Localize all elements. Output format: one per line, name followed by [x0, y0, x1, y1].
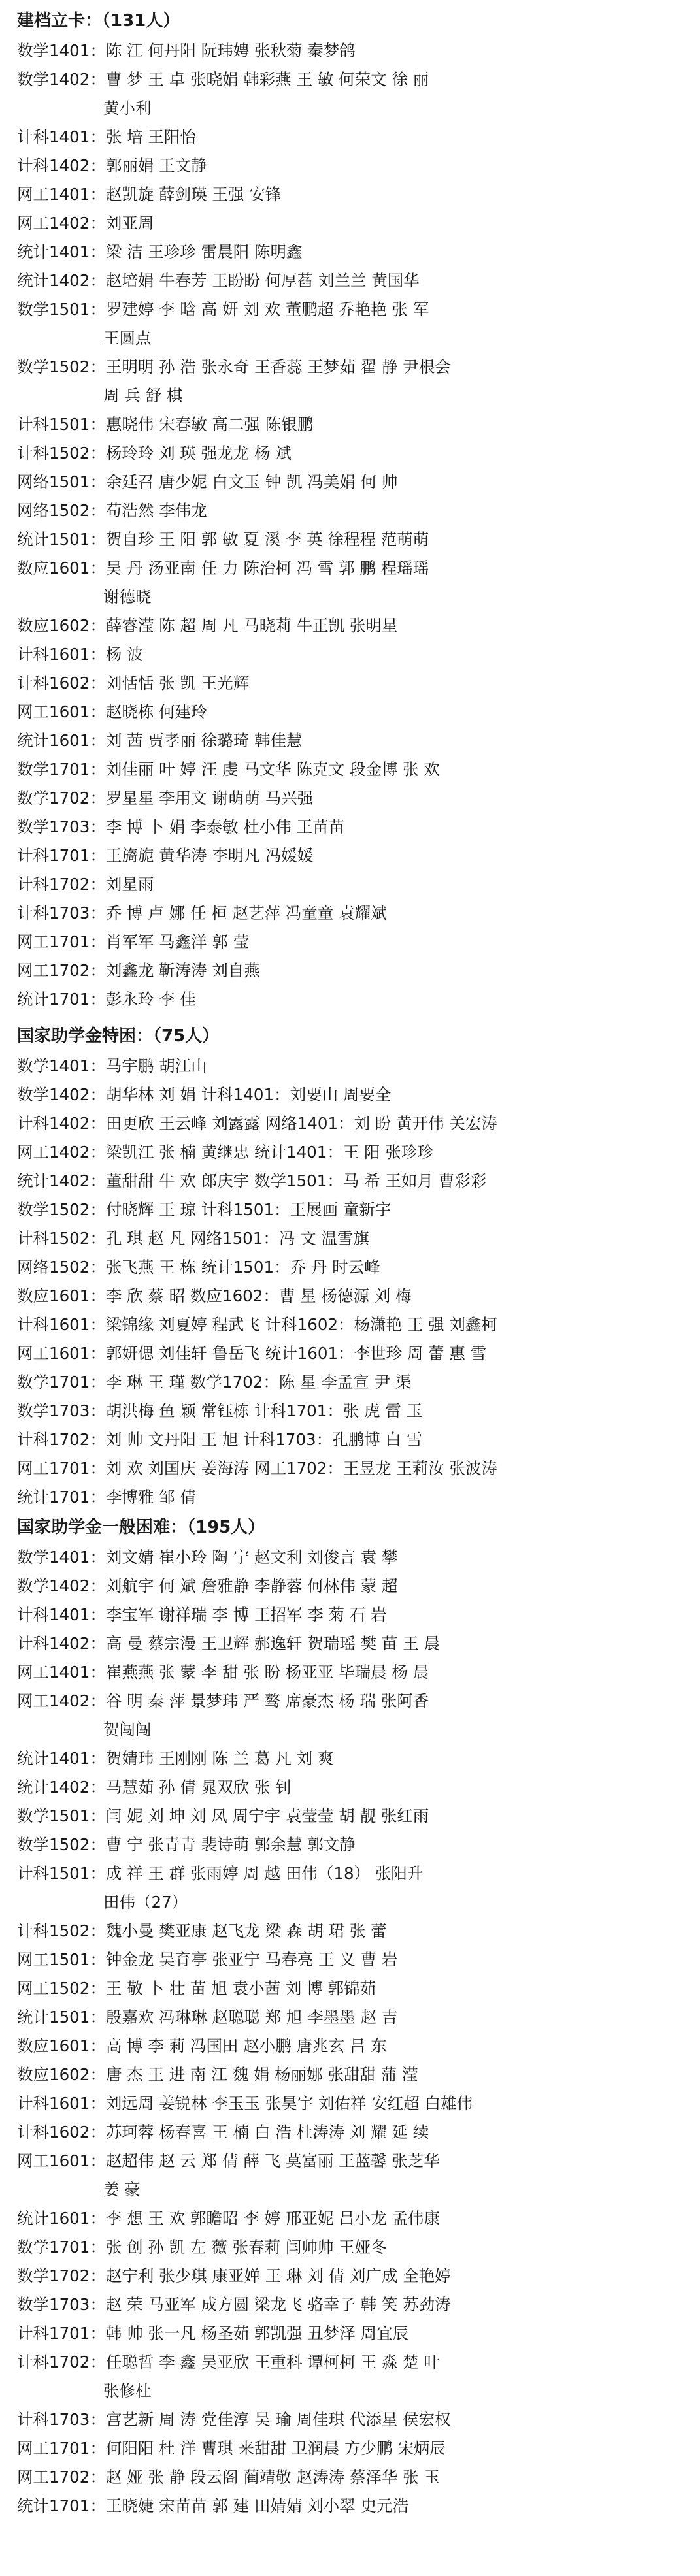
section-body-tekun: [17, 1052, 683, 1512]
name-list-line: 数学1402：曹 梦 王 卓 张晓娟 韩彩燕 王 敏 何荣文 徐 丽: [17, 70, 429, 89]
name-list-line: 黄小利: [103, 99, 152, 118]
section-title-tekun: 国家助学金特困：（75人）: [17, 1026, 220, 1046]
name-list-line: 数学1702：罗星星 李用文 谢萌萌 马兴强: [17, 789, 314, 807]
name-list-line: 统计1402：董甜甜 牛 欢 郎庆宇 数学1501：马 希 王如月 曹彩彩: [17, 1171, 487, 1190]
name-list-line: 计科1501：成 祥 王 群 张雨婷 周 越 田伟（18） 张阳升: [17, 1864, 424, 1883]
name-list-line: 计科1601：刘远周 姜锐林 李玉玉 张昊宇 刘佑祥 安红超 白雄伟: [17, 2094, 473, 2113]
name-list-line: 网工1402：刘亚周: [17, 214, 154, 233]
section-gap: [17, 1014, 683, 1020]
name-list-line: 统计1401：梁 洁 王珍珍 雷晨阳 陈明鑫: [17, 242, 303, 261]
name-list-line: 网工1401：崔燕燕 张 蒙 李 甜 张 盼 杨亚亚 毕瑞晨 杨 晨: [17, 1663, 429, 1682]
name-list-line: 数学1701：张 创 孙 凯 左 薇 张春莉 闫帅帅 王娅冬: [17, 2238, 387, 2257]
name-list-line: 数应1601：李 欣 蔡 昭 数应1602：曹 星 杨德源 刘 梅: [17, 1286, 412, 1305]
name-list-line: 计科1401：李宝军 谢祥瑞 李 博 王招军 李 菊 石 岩: [17, 1605, 387, 1624]
name-list-line: 数学1702：赵宁利 张少琪 康亚婵 王 琳 刘 倩 刘广成 全艳婷: [17, 2266, 451, 2285]
name-list-line: 数应1601：高 博 李 莉 冯国田 赵小鹏 唐兆玄 吕 东: [17, 2036, 387, 2055]
name-list-line: 数学1401：马宇鹏 胡江山: [17, 1056, 207, 1075]
name-list-line: 数学1401：陈 江 何丹阳 阮玮娉 张秋菊 秦梦鸽: [17, 41, 356, 60]
section-title-jiandanglika: 建档立卡：（131人）: [17, 11, 180, 31]
name-list-line: 数学1701：李 琳 王 瑾 数学1702：陈 星 李孟宣 尹 渠: [17, 1373, 412, 1392]
name-list-line: 数学1402：刘航宇 何 斌 詹雅静 李静蓉 何林伟 蒙 超: [17, 1576, 398, 1595]
name-list-line: 贺闯闯: [103, 1720, 152, 1739]
name-list-line: 网工1601：赵超伟 赵 云 郑 倩 薛 飞 莫富丽 王蓝馨 张芝华: [17, 2151, 440, 2170]
name-list-line: 统计1402：赵培娟 牛春芳 王盼盼 何厚萏 刘兰兰 黄国华: [17, 271, 420, 290]
name-list-line: 计科1601：梁锦缘 刘夏婷 程武飞 计科1602：杨潇艳 王 强 刘鑫柯: [17, 1315, 497, 1334]
name-list-line: 计科1703：乔 博 卢 娜 任 桓 赵艺萍 冯童童 袁耀斌: [17, 904, 387, 922]
section-body-yibankunnan: [17, 1543, 683, 2520]
name-list-line: 田伟（27）: [103, 1893, 188, 1912]
name-list-line: 统计1701：彭永玲 李 佳: [17, 990, 196, 1009]
name-list-line: 数应1602：唐 杰 王 进 南 江 魏 娟 杨丽娜 张甜甜 蒲 滢: [17, 2065, 418, 2084]
name-list-line: 网工1502：王 敬 卜 壮 苗 旭 袁小茜 刘 博 郭锦茹: [17, 1979, 376, 1998]
name-list-line: 计科1502：杨玲玲 刘 瑛 强龙龙 杨 斌: [17, 444, 292, 463]
name-list-line: 数学1402：胡华林 刘 娟 计科1401：刘要山 周要全: [17, 1085, 392, 1104]
section-body-jiandanglika: [17, 37, 683, 1014]
name-list-line: 网工1702：刘鑫龙 靳涛涛 刘自燕: [17, 961, 260, 980]
name-list-line: 网络1501：余廷召 唐少妮 白文玉 钟 凯 冯美娟 何 帅: [17, 472, 398, 491]
name-list-line: 网工1402：梁凯江 张 楠 黄继忠 统计1401：王 阳 张珍珍: [17, 1143, 433, 1162]
name-list-line: 数学1502：曹 宁 张青青 裴诗萌 郭余慧 郭文静: [17, 1835, 356, 1854]
name-list-line: 数应1602：薛睿滢 陈 超 周 凡 马晓莉 牛正凯 张明星: [17, 616, 398, 635]
name-list-line: 周 兵 舒 棋: [103, 386, 183, 405]
name-list-line: 计科1601：杨 波: [17, 645, 143, 664]
name-list-line: 计科1501：惠晓伟 宋春敏 高二强 陈银鹏: [17, 415, 314, 434]
name-list-line: 统计1701：李博雅 邹 倩: [17, 1488, 196, 1507]
name-list-line: 计科1502：孔 琪 赵 凡 网络1501：冯 文 温雪旗: [17, 1229, 369, 1248]
name-list-line: 网工1501：钟金龙 吴育亭 张亚宁 马春亮 王 义 曹 岩: [17, 1950, 398, 1969]
name-list-line: 数学1502：王明明 孙 浩 张永奇 王香蕊 王梦茹 翟 静 尹根会: [17, 357, 451, 376]
name-list-line: 谢德晓: [103, 587, 152, 606]
name-list-line: 统计1402：马慧茹 孙 倩 晁双欣 张 钊: [17, 1778, 292, 1797]
name-list-line: 数学1703：赵 荣 马亚军 成方圆 梁龙飞 骆幸子 韩 笑 苏劲涛: [17, 2295, 451, 2314]
name-list-line: 网工1401：赵凯旋 薛剑瑛 王强 安锋: [17, 185, 282, 204]
name-list-line: 计科1401：张 培 王阳怡: [17, 127, 196, 146]
name-list-line: 统计1501：殷嘉欢 冯琳琳 赵聪聪 郑 旭 李墨墨 赵 吉: [17, 2008, 398, 2027]
name-list-line: 网工1701：肖军军 马鑫洋 郭 莹: [17, 932, 250, 951]
name-list-line: 数学1703：李 博 卜 娟 李泰敏 杜小伟 王苗苗: [17, 817, 345, 836]
name-list-line: 网工1701：刘 欢 刘国庆 姜海涛 网工1702：王昱龙 王莉汝 张波涛: [17, 1459, 497, 1478]
name-list-line: 网工1702：赵 娅 张 静 段云阁 蔺靖敬 赵涛涛 蔡泽华 张 玉: [17, 2468, 440, 2486]
name-list-line: 数学1701：刘佳丽 叶 婷 汪 虔 马文华 陈克文 段金博 张 欢: [17, 760, 440, 779]
name-list-line: 计科1502：魏小曼 樊亚康 赵飞龙 梁 森 胡 珺 张 蕾: [17, 1921, 387, 1940]
name-list-line: 网工1601：赵晓栋 何建玲: [17, 702, 207, 721]
name-list-line: 数学1501：闫 妮 刘 坤 刘 凤 周宁宇 袁莹莹 胡 靓 张红雨: [17, 1806, 429, 1825]
name-list-line: 计科1402：高 曼 蔡宗漫 王卫辉 郝逸轩 贺瑞瑶 樊 苗 王 晨: [17, 1634, 440, 1653]
name-list-line: 计科1701：韩 帅 张一凡 杨圣茹 郭凯强 丑梦泽 周宜辰: [17, 2324, 409, 2343]
name-list-line: 网工1601：郭妍偲 刘佳轩 鲁岳飞 统计1601：李世珍 周 蕾 惠 雪: [17, 1344, 487, 1363]
name-list-line: 计科1602：苏珂蓉 杨春喜 王 楠 白 浩 杜涛涛 刘 耀 延 续: [17, 2123, 429, 2142]
section-title-yibankunnan: 国家助学金一般困难：（195人）: [17, 1518, 265, 1537]
name-list-line: 姜 豪: [103, 2180, 141, 2199]
name-list-line: 计科1701：王旖旎 黄华涛 李明凡 冯媛媛: [17, 846, 314, 865]
name-list-line: 统计1401：贺婧玮 王刚刚 陈 兰 葛 凡 刘 爽: [17, 1749, 334, 1768]
name-list-line: 数学1401：刘文婧 崔小玲 陶 宁 赵文利 刘俊言 袁 攀: [17, 1548, 398, 1567]
name-list-line: 网络1502：苟浩然 李伟龙: [17, 501, 207, 520]
name-list-line: 计科1702：任聪哲 李 鑫 吴亚欣 王重科 谭柯柯 王 淼 楚 叶: [17, 2353, 440, 2372]
name-list-line: 统计1601：刘 茜 贾孝丽 徐璐琦 韩佳慧: [17, 731, 303, 750]
name-list-line: 统计1501：贺自珍 王 阳 郭 敏 夏 溪 李 英 徐程程 范萌萌: [17, 530, 429, 549]
name-list-line: 数学1703：胡洪梅 鱼 颖 常钰栋 计科1701：张 虎 雷 玉: [17, 1401, 423, 1420]
name-list-line: 网工1402：谷 明 秦 萍 景梦玮 严 骜 席豪杰 杨 瑞 张阿香: [17, 1691, 429, 1710]
name-list-line: 统计1601：李 想 王 欢 郭瞻昭 李 婷 邢亚妮 吕小龙 孟伟康: [17, 2209, 440, 2228]
name-list-line: 网工1701：何阳阳 杜 洋 曹琪 来甜甜 卫润晨 方少鹏 宋炳辰: [17, 2439, 446, 2458]
name-list-line: 计科1702：刘 帅 文丹阳 王 旭 计科1703：孔鹏博 白 雪: [17, 1430, 423, 1449]
name-list-line: 网络1502：张飞燕 王 栋 统计1501：乔 丹 时云峰: [17, 1258, 380, 1277]
name-list-line: 张修杜: [103, 2381, 152, 2400]
name-list-line: 王圆点: [103, 329, 152, 348]
name-list-line: 计科1402：田更欣 王云峰 刘露露 网络1401：刘 盼 黄开伟 关宏涛: [17, 1114, 497, 1133]
name-list-line: 计科1703：宫艺新 周 涛 党佳淳 吴 瑜 周佳琪 代添星 侯宏权: [17, 2410, 451, 2429]
name-list-line: 数学1501：罗建婷 李 晗 高 妍 刘 欢 董鹏超 乔艳艳 张 军: [17, 300, 429, 319]
name-list-line: 统计1701：王晓婕 宋苗苗 郭 建 田婧婧 刘小翠 史元浩: [17, 2496, 409, 2515]
name-list-line: 数应1601：吴 丹 汤亚南 任 力 陈治柯 冯 雪 郭 鹏 程瑶瑶: [17, 559, 429, 578]
name-list-line: 数学1502：付晓辉 王 琼 计科1501：王展画 童新宇: [17, 1200, 392, 1219]
name-list-line: 计科1602：刘恬恬 张 凯 王光辉: [17, 674, 250, 693]
name-list-line: 计科1402：郭丽娟 王文静: [17, 156, 207, 175]
name-list-line: 计科1702：刘星雨: [17, 875, 154, 894]
